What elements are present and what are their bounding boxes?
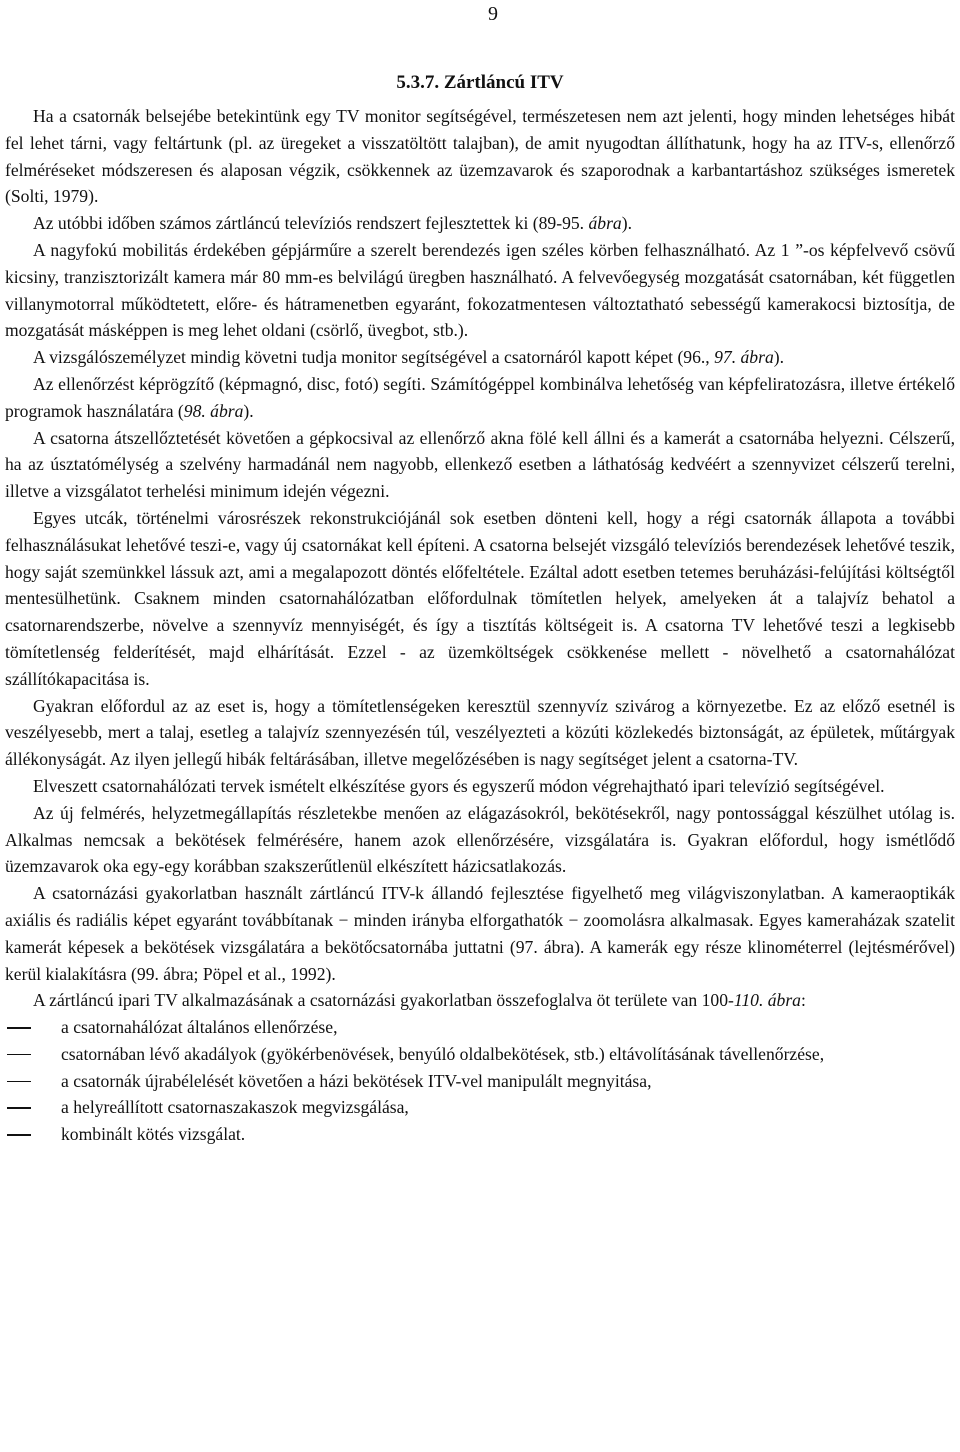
list-item-text: csatornában lévő akadályok (gyökérbenövések, benyúló oldalbekötések, stb.) eltávolításának távellenőrzése,: [61, 1043, 825, 1064]
document-body: [5, 88, 955, 1148]
paragraph-text: Az ellenőrzést képrögzítő (képmagnó, disc, fotó) segíti. Számítógéppel kombinálva lehetőség van képfeliratozásra, illetve értékelő programok használatára (: [5, 373, 955, 421]
list-item: [5, 1014, 955, 1041]
paragraph-text: A zártláncú ipari TV alkalmazásának a csatornázási gyakorlatban összefoglalva öt területe van 100-: [33, 990, 734, 1011]
paragraph: Gyakran előfordul az az eset is, hogy a tömítetlenségeken keresztül szennyvíz szivárog a környezetbe. Ez az előző esetnél is veszélyesebb, mert a talaj, esetleg a talajvíz szennyezésén túl, veszélyezteti a közúti közlekedés biztonságát, az épületek, műtárgyak állékonyságát. Az ilyen jellegű hibák feltárásában, illetve megelőzésében is nagy segítséget jelent a csatorna-TV.: [5, 695, 955, 770]
paragraph: [5, 344, 955, 371]
paragraph-suffix: :: [800, 990, 806, 1011]
paragraph: [5, 210, 955, 237]
page-number: 9: [488, 3, 498, 25]
list-item: [5, 1041, 955, 1068]
section-heading: 5.3.7. Zártláncú ITV: [396, 72, 564, 93]
paragraph: A nagyfokú mobilitás érdekében gépjárműre a szerelt berendezés igen széles körben felhasználható. Az 1 ”-os képfelvevő csövű kicsiny, tranzisztorizált kamera már 80 mm-es belvilágú üregben használható. A felvevőegység mozgatását csatornában, két független villanymotorral működtetett, előre- és hátramenetben egyaránt, fokozatmentesen változtatható sebességű kamerakocsi biztosítja, de mozgatását másképpen is meg lehet oldani (csörlő, üvegbot, stb.).: [5, 239, 955, 341]
bullet-list: [5, 1014, 955, 1148]
paragraph: A csatornázási gyakorlatban használt zártláncú ITV-k állandó fejlesztése figyelhető meg világviszonylatban. A kameraoptikák axiális és radiális képet egyaránt továbbítanak − minden irányba elforgathatók − zoomolásra alkalmasak. Egyes kameraházak szatelit kamerát képesek a bekötések vizsgálatára a bekötőcsatornába juttatni (97. ábra). A kamerák egy része klinométerrel (lejtésmérővel) kerül kialakításra (99. ábra; Pöpel et al., 1992).: [5, 883, 955, 984]
list-item-text: kombinált kötés vizsgálat.: [61, 1124, 246, 1145]
list-item: [5, 1094, 955, 1121]
paragraph-text: Az utóbbi időben számos zártláncú televíziós rendszert fejlesztettek ki (89-95.: [33, 213, 585, 234]
paragraph-suffix: ).: [621, 213, 632, 234]
paragraph-text: A vizsgálószemélyzet mindig követni tudja monitor segítségével a csatornáról kapott képet (96.,: [33, 347, 710, 368]
paragraph: Elveszett csatornahálózati tervek ismételt elkészítése gyors és egyszerű módon végrehajtható ipari televízió segítségével.: [33, 775, 885, 796]
list-item-text: a helyreállított csatornaszakaszok megvizsgálása,: [61, 1097, 409, 1118]
paragraph: Ha a csatornák belsejébe betekintünk egy TV monitor segítségével, természetesen nem azt jelenti, hogy minden lehetséges hibát fel lehet tárni, vagy feltártunk (pl. az üregeket a visszatöltött talajban), de amit nyugodtan állíthatunk, hogy ha az ITV-s, ellenőrző felméréseket módszeresen és alaposan végzik, csökkennek az üzemzavarok és szaporodnak a karbantartáshoz szükséges ismeretek (Solti, 1979).: [5, 106, 955, 207]
list-item-text: a csatornahálózat általános ellenőrzése,: [61, 1017, 338, 1038]
paragraph-suffix: ).: [773, 347, 785, 368]
figure-reference: 98. ábra: [183, 400, 244, 421]
figure-reference: 97. ábra: [714, 347, 774, 368]
paragraph: Egyes utcák, történelmi városrészek rekonstrukciójánál sok esetben dönteni kell, hogy a régi csatornák állapota a további felhasználásukat lehetővé teszi-e, vagy új csatornákat kell építeni. A csatorna belsejét vizsgáló televíziós berendezések lehetővé teszik, hogy saját szemünkkel lássuk azt, ami a megalapozott döntés előfeltétele. Ezáltal adott esetben tetemes beruházási-felújítási költségtől mentesülhetünk. Csaknem minden csatornahálózatban előfordulnak tömítetlen helyek, amelyeken át a talajvíz behatol a csatornarendszerbe, növelve a szennyvíz mennyiségét, és így a tisztítás költségeit is. A csatorna TV lehetővé teszi a legkisebb tömítetlenség felderítését, majd elhárítását. Ezzel - az üzemköltségek csökkenése mellett - növelhető a csatornahálózat szállítókapacitása is.: [5, 507, 955, 689]
paragraph: [5, 371, 955, 425]
figure-reference: 110. ábra: [733, 990, 801, 1011]
paragraph: Az új felmérés, helyzetmegállapítás részletekbe menően az elágazásokról, bekötésekről, nagy pontossággal készülhet utólag is. Alkalmas nemcsak a bekötések felmérésére, hanem azok ellenőrzésére, vizsgálatára is. Gyakran előfordul, hogy ismétlődő üzemzavarok oka egy-egy korábban szakszerűtlenül elkészített házicsatlakozás.: [5, 802, 955, 877]
list-item: [5, 1121, 955, 1148]
list-item-text: a csatornák újrabélelését követően a házi bekötések ITV-vel manipulált megnyitása,: [61, 1070, 652, 1091]
list-item: [5, 1068, 955, 1095]
paragraph: [5, 987, 955, 1014]
paragraph-suffix: ).: [243, 400, 254, 421]
paragraph: A csatorna átszellőztetését követően a gépkocsival az ellenőrző akna fölé kell állni és a kamerát a csatornába helyezni. Célszerű, ha az úsztatómélység a szelvény harmadánál nem nagyobb, ellenkező esetben a láthatóság kedvéért a szennyvizet célszerű terelni, illetve a vizsgálatot terhelési minimum idején végezni.: [5, 427, 955, 502]
figure-reference: ábra: [588, 213, 622, 234]
